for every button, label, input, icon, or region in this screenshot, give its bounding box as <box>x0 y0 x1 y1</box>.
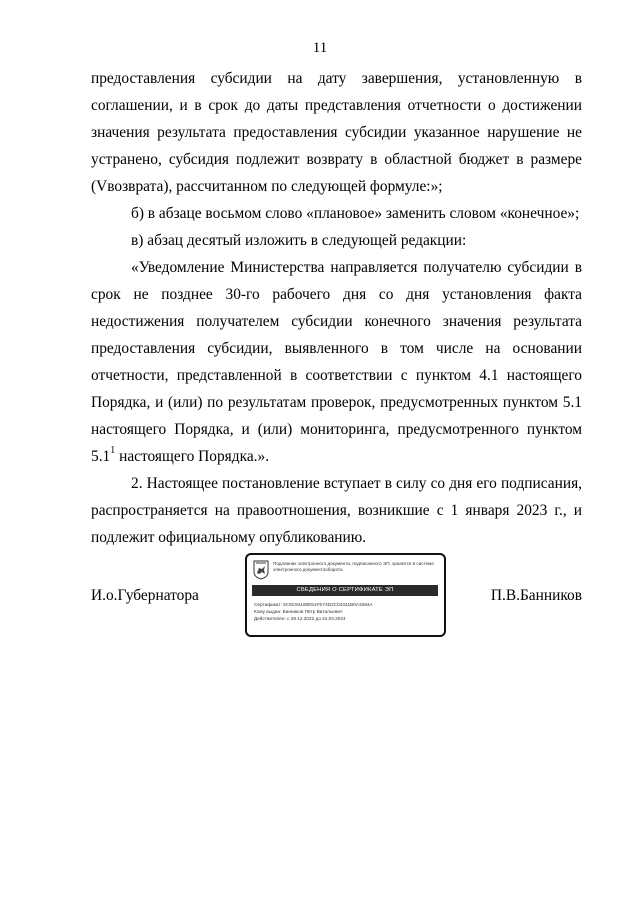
notice-text-end: настоящего Порядка.». <box>119 448 270 465</box>
superscript-one: 1 <box>110 444 116 456</box>
stamp-certificate: Сертификат: 5C9C94180E51FE74D2C04341B0A3284A <box>254 602 373 607</box>
stamp-validity: Действителен: с 28.12.2022 до 22.03.2024 <box>254 616 346 621</box>
paragraph-notice <box>91 254 582 470</box>
electronic-signature-stamp <box>245 553 446 637</box>
stamp-title: СВЕДЕНИЯ О СЕРТИФИКАТЕ ЭП <box>252 585 438 596</box>
stamp-issued-to: Кому выдан: Банников Пётр Витальевич <box>254 609 343 614</box>
signatory-name: П.В.Банников <box>490 587 582 604</box>
page-number: 11 <box>312 40 328 56</box>
signatory-position: И.о.Губернатора <box>91 587 199 604</box>
paragraph-continuation: предоставления субсидии на дату завершения, установленную в соглашении, и в срок до даты представления отчетности о достижении значения результата предоставления субсидии указанное нарушение не устранено, субсидия подлежит возврату в областной бюджет в размере (Vвозврата), рассчитанном по следующей формуле:»; <box>91 70 582 195</box>
stamp-details <box>254 601 440 622</box>
paragraph-v: в) абзац десятый изложить в следующей редакции: <box>131 232 467 249</box>
coat-of-arms-icon <box>253 560 269 580</box>
document-body <box>91 65 582 551</box>
notice-text: «Уведомление Министерства направляется получателю субсидии в срок не позднее 30-го рабочего дня со дня установления факта недостижения получателем субсидии конечного значения результата предоставления субсидии, выявленного в том числе на основании отчетности, представленной в соответствии с пунктом 4.1 настоящего Порядка, и (или) по результатам проверок, предусмотренных пунктом 5.1 настоящего Порядка, и (или) мониторинга, предусмотренного пунктом 5.1 <box>91 259 582 465</box>
paragraph-b: б) в абзаце восьмом слово «плановое» заменить словом «конечное»; <box>131 205 580 222</box>
paragraph-two: 2. Настоящее постановление вступает в силу со дня его подписания, распространяется на правоотношения, возникшие с 1 января 2023 г., и подлежит официальному опубликованию. <box>91 475 582 546</box>
stamp-header: Подлинник электронного документа, подписанного ЭП, хранится в системе электронного документооборота <box>273 561 434 572</box>
